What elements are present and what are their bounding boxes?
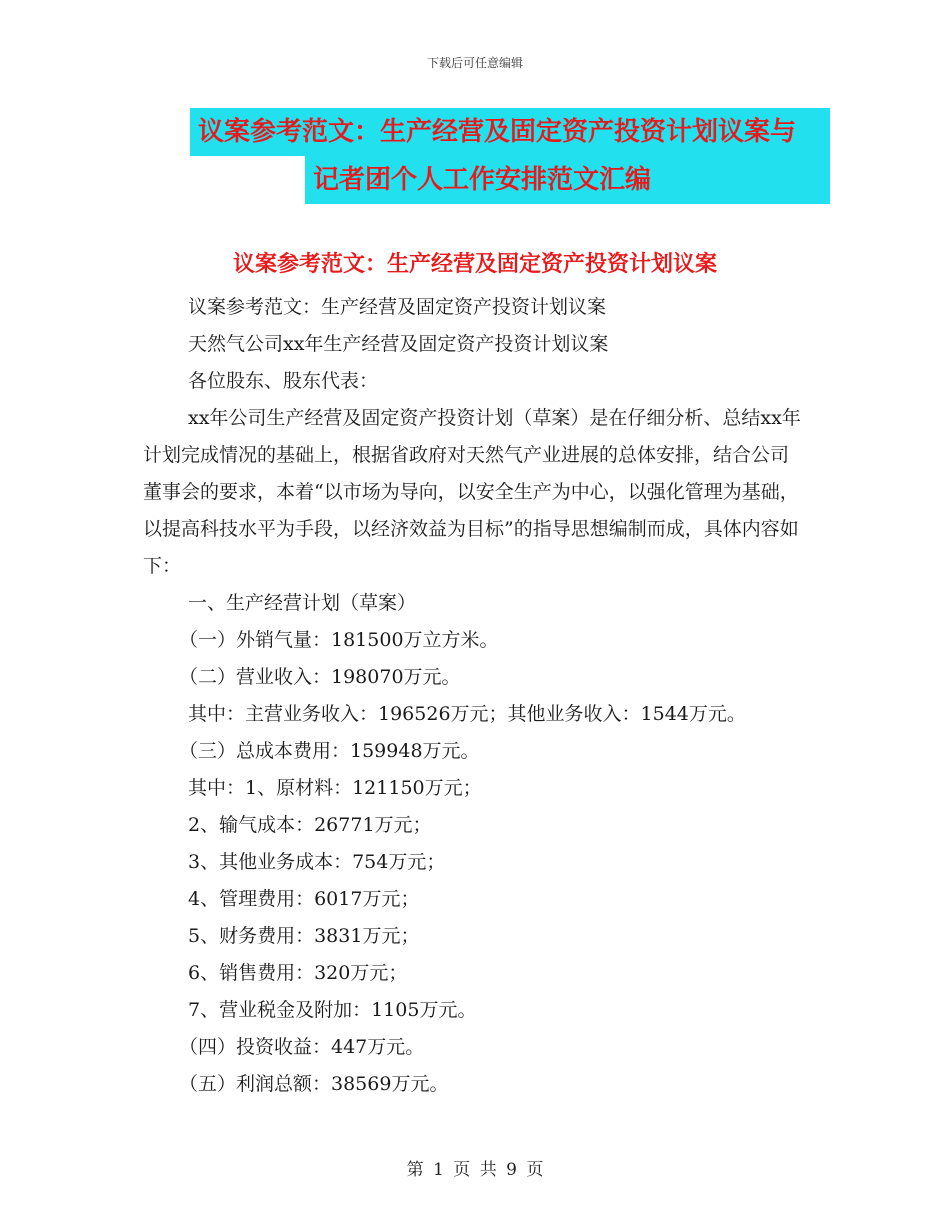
paragraph: （二）营业收入：198070万元。: [179, 666, 461, 688]
title-line-2: [305, 156, 830, 204]
title-line-1-text: 议案参考范文：生产经营及固定资产投资计划议案与: [194, 115, 800, 149]
paragraph: 各位股东、股东代表：: [188, 370, 379, 392]
title-line-1: [190, 108, 830, 156]
paragraph: （五）利润总额：38569万元。: [179, 1073, 449, 1095]
header-note: 下载后可任意编辑: [426, 56, 523, 70]
paragraph: （一）外销气量：181500万立方米。: [179, 629, 499, 651]
paragraph: 5、财务费用：3831万元；: [188, 925, 420, 947]
paragraph: 其中：主营业务收入：196526万元；其他业务收入：1544万元。: [188, 703, 746, 725]
paragraph: xx年公司生产经营及固定资产投资计划（草案）是在仔细分析、总结xx年计划完成情况的基础上，根据省政府对天然气产业进展的总体安排，结合公司董事会的要求，本着“以市场为导向，以安全生产为中心，以强化管理为基础，以提高科技水平为手段，以经济效益为目标”的指导思想编制而成，具体内容如下：: [143, 407, 801, 577]
paragraph: 议案参考范文：生产经营及固定资产投资计划议案: [188, 296, 607, 318]
paragraph: （三）总成本费用：159948万元。: [179, 740, 480, 762]
paragraph: 4、管理费用：6017万元；: [188, 888, 420, 910]
section-title: 议案参考范文：生产经营及固定资产投资计划议案: [232, 252, 717, 277]
paragraph: （四）投资收益：447万元。: [179, 1036, 425, 1058]
paragraph: 其中：1、原材料：121150万元；: [188, 777, 482, 799]
paragraph: 2、输气成本：26771万元；: [188, 814, 432, 836]
page-footer: 第 1 页 共 9 页: [406, 1160, 544, 1180]
paragraph: 天然气公司xx年生产经营及固定资产投资计划议案: [188, 333, 609, 355]
paragraph: 6、销售费用：320万元；: [188, 962, 408, 984]
paragraph: 一、生产经营计划（草案）: [188, 592, 417, 614]
paragraph: 3、其他业务成本：754万元；: [188, 851, 446, 873]
title-line-2-text: 记者团个人工作安排范文汇编: [309, 163, 655, 197]
paragraph: 7、营业税金及附加：1105万元。: [188, 999, 477, 1021]
document-body: [143, 289, 803, 1103]
document-title: [190, 108, 830, 204]
